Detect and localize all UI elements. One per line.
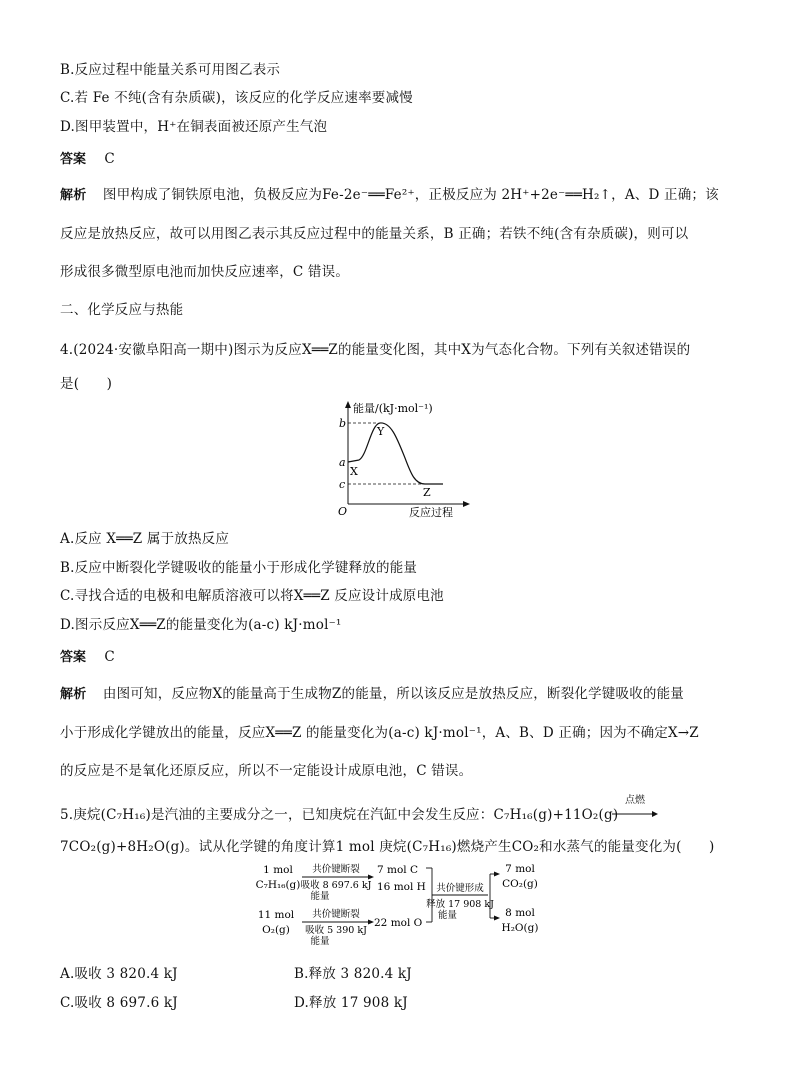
- r1-amount: 1 mol: [263, 864, 293, 876]
- section-title: 二、化学反应与热能: [60, 302, 184, 318]
- q3-analysis-line2: 反应是放热反应，故可以用图乙表示其反应过程中的能量关系，B 正确；若铁不纯(含有杂质碳)，则可以: [60, 226, 689, 242]
- q4-stem-line1: 4.(2024·安徽阜阳高一期中)图示为反应X══Z的能量变化图，其中X为气态化合物。下列有关叙述错误的: [60, 342, 691, 358]
- arrow-icon: [494, 872, 500, 877]
- label-y: Y: [377, 425, 385, 438]
- mid-h: 16 mol H: [377, 881, 426, 893]
- q4-option-d: D.图示反应X══Z的能量变化为(a-c) kJ·mol⁻¹: [60, 617, 342, 633]
- p1-species: CO₂(g): [502, 878, 538, 890]
- q4-stem-line2: 是( ): [60, 376, 113, 392]
- r1-arrow-bottom2: 能量: [310, 891, 330, 902]
- p1-amount: 7 mol: [505, 863, 535, 875]
- q5-option-a: A.吸收 3 820.4 kJ: [60, 966, 178, 982]
- ignite-label: 点燃: [625, 795, 645, 806]
- q5-stem-line2: 7CO₂(g)+8H₂O(g)。试从化学键的角度计算1 mol 庚烷(C₇H₁₆)燃烧产生CO₂和水蒸气的能量变化为( ): [60, 839, 715, 855]
- y-axis-arrow-icon: [345, 401, 351, 408]
- p2-species: H₂O(g): [501, 922, 539, 934]
- ignite-arrow: [612, 795, 658, 822]
- tick-b: b: [339, 417, 347, 430]
- q4-analysis-line3: 的反应是不是氧化还原反应，所以不一定能设计成原电池，C 错误。: [60, 763, 473, 779]
- mid-c: 7 mol C: [377, 864, 419, 876]
- x-axis-label: 反应过程: [409, 506, 453, 519]
- q4-analysis-line2: 小于形成化学键放出的能量，反应X══Z 的能量变化为(a-c) kJ·mol⁻¹，A、B、D 正确；因为不确定X→Z: [60, 725, 699, 741]
- q3-answer: [60, 148, 115, 167]
- r2-arrow-top: 共价键断裂: [312, 909, 360, 920]
- q4-option-a: A.反应 X══Z 属于放热反应: [60, 531, 230, 547]
- analysis-label: 解析: [60, 188, 87, 203]
- mid-o: 22 mol O: [374, 917, 423, 929]
- answer-label: 答案: [60, 650, 87, 665]
- r2-arrow-bottom2: 能量: [310, 936, 330, 946]
- arrow-icon: [368, 875, 374, 880]
- q5-option-b: B.释放 3 820.4 kJ: [294, 966, 412, 982]
- energy-curve: [348, 423, 443, 484]
- r1-species: C₇H₁₆(g): [255, 879, 301, 891]
- q5-option-d: D.释放 17 908 kJ: [294, 995, 408, 1011]
- r2-amount: 11 mol: [257, 909, 295, 921]
- q4-option-c: C.寻找合适的电极和电解质溶液可以将X══Z 反应设计成原电池: [60, 588, 444, 604]
- answer-value: C: [104, 649, 115, 665]
- q4-answer: [60, 646, 115, 665]
- q3-option-d: D.图甲装置中，H⁺在铜表面被还原产生气泡: [60, 119, 328, 135]
- arrow-icon: [494, 916, 500, 921]
- analysis-label: 解析: [60, 687, 87, 702]
- q3-analysis-line3: 形成很多微型原电池而加快反应速率，C 错误。: [60, 264, 350, 280]
- right-arrow-icon: [612, 810, 658, 818]
- label-x: X: [350, 465, 358, 478]
- q4-option-b: B.反应中断裂化学键吸收的能量小于形成化学键释放的能量: [60, 560, 418, 576]
- x-axis-arrow-icon: [463, 501, 470, 507]
- analysis-text: 图甲构成了铜铁原电池，负极反应为Fe-2e⁻══Fe²⁺，正极反应为 2H⁺+2e⁻══H₂↑，A、D 正确；该: [102, 187, 719, 203]
- r2-arrow-bottom1: 吸收 5 390 kJ: [305, 925, 367, 936]
- form-top: 共价键形成: [436, 883, 484, 894]
- form-bottom2: 能量: [438, 910, 458, 921]
- r2-species: O₂(g): [262, 924, 290, 936]
- p2-amount: 8 mol: [505, 907, 535, 919]
- answer-value: C: [104, 151, 115, 167]
- tick-a: a: [339, 456, 346, 469]
- q3-analysis-line1: [60, 183, 719, 203]
- r1-arrow-bottom1: 吸收 8 697.6 kJ: [300, 880, 372, 891]
- q3-option-c: C.若 Fe 不纯(含有杂质碳)，该反应的化学反应速率要减慢: [60, 90, 413, 106]
- r1-arrow-top: 共价键断裂: [312, 864, 360, 875]
- q5-option-c: C.吸收 8 697.6 kJ: [60, 995, 178, 1011]
- origin-label: O: [338, 505, 348, 518]
- bond-energy-diagram: [250, 860, 550, 946]
- q3-option-b: B.反应过程中能量关系可用图乙表示: [60, 62, 281, 78]
- answer-label: 答案: [60, 152, 87, 167]
- label-z: Z: [423, 486, 431, 499]
- form-bottom1: 释放 17 908 kJ: [426, 899, 494, 910]
- q4-analysis-line1: [60, 682, 684, 702]
- analysis-text: 由图可知，反应物X的能量高于生成物Z的能量，所以该反应是放热反应，断裂化学键吸收的能量: [102, 686, 684, 702]
- q5-stem-line1: 5.庚烷(C₇H₁₆)是汽油的主要成分之一，已知庚烷在汽缸中会发生反应：C₇H₁₆(g)+11O₂(g): [60, 807, 619, 823]
- energy-diagram: [325, 398, 475, 522]
- tick-c: c: [339, 478, 346, 491]
- y-axis-label: 能量/(kJ·mol⁻¹): [353, 402, 433, 415]
